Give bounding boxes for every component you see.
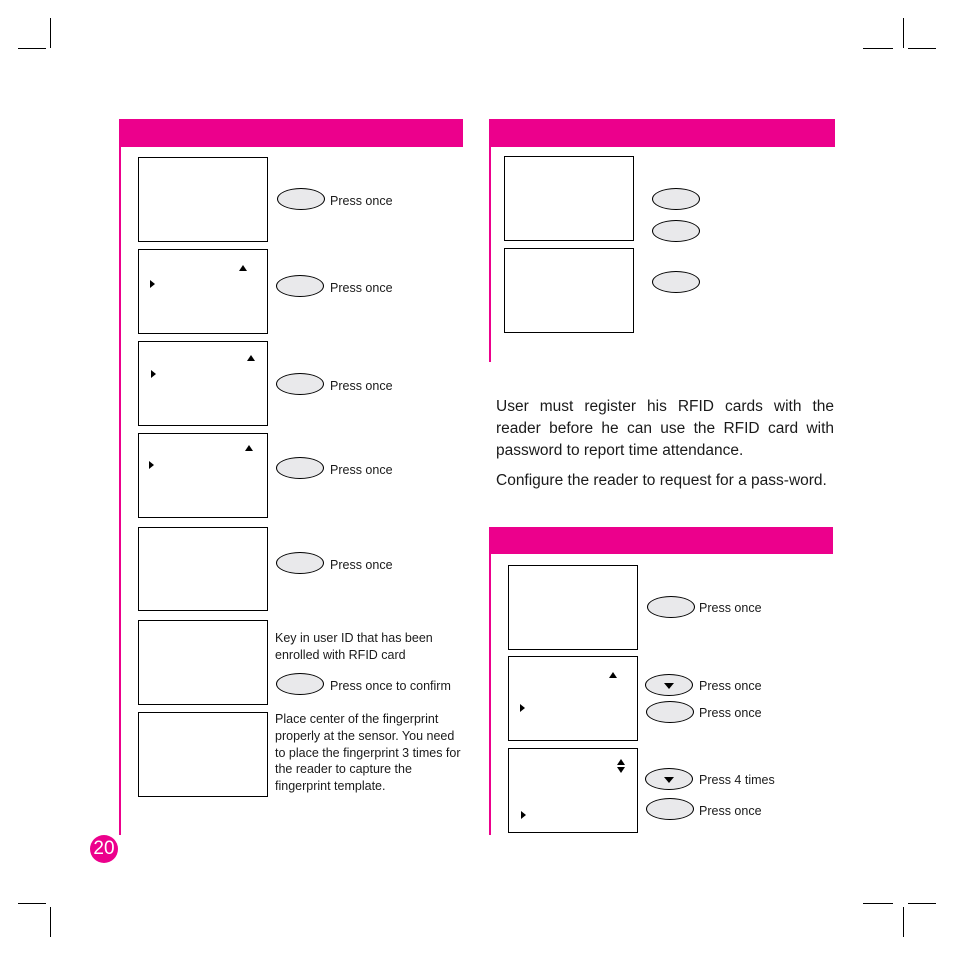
lcd-screen — [138, 157, 268, 242]
crop-mark — [50, 907, 51, 937]
key-button[interactable] — [652, 188, 700, 210]
key-button[interactable] — [652, 220, 700, 242]
lcd-screen — [138, 433, 268, 518]
step-label: Press once — [330, 194, 393, 208]
menu-key[interactable] — [276, 373, 324, 395]
crop-mark — [863, 48, 893, 49]
menu-key[interactable] — [276, 275, 324, 297]
menu-key[interactable] — [276, 457, 324, 479]
crop-mark — [908, 48, 936, 49]
ok-key[interactable] — [646, 701, 694, 723]
press-4-times-label: Press 4 times — [699, 773, 775, 787]
lcd-screen — [508, 656, 638, 741]
cursor-pointer-icon — [521, 811, 526, 819]
lcd-screen — [504, 248, 634, 333]
lcd-screen — [138, 249, 268, 334]
section-side-line-left — [119, 147, 121, 835]
lcd-screen — [504, 156, 634, 241]
menu-key[interactable] — [276, 552, 324, 574]
key-in-user-id-note: Key in user ID that has been enrolled with RFID card — [275, 631, 433, 662]
section-header-band-left — [119, 119, 463, 147]
cursor-pointer-icon — [149, 461, 154, 469]
crop-mark — [903, 907, 904, 937]
crop-mark — [903, 18, 904, 48]
ok-key[interactable] — [276, 673, 324, 695]
lcd-screen — [508, 748, 638, 833]
scroll-up-icon — [239, 265, 247, 271]
step-label: Press once — [330, 281, 393, 295]
cursor-pointer-icon — [520, 704, 525, 712]
menu-key[interactable] — [647, 596, 695, 618]
scroll-up-icon — [247, 355, 255, 361]
down-arrow-key[interactable] — [645, 768, 693, 790]
step-label: Press once — [330, 463, 393, 477]
lcd-screen — [138, 527, 268, 611]
step-label: Press once — [699, 706, 762, 720]
scroll-up-icon — [245, 445, 253, 451]
step-label: Press once — [699, 601, 762, 615]
configure-paragraph: Configure the reader to request for a pass-word. — [496, 472, 827, 489]
section-side-line-right-top — [489, 147, 491, 362]
scroll-down-icon — [617, 767, 625, 773]
intro-paragraph: User must register his RFID cards with the reader before he can use the RFID card with password to report time attendance. — [496, 398, 834, 459]
crop-mark — [50, 18, 51, 48]
step-label: Press once — [699, 679, 762, 693]
page-number: 20 — [90, 835, 118, 863]
key-button[interactable] — [652, 271, 700, 293]
confirm-label: Press once to confirm — [330, 679, 451, 693]
scroll-up-icon — [617, 759, 625, 765]
scroll-up-icon — [609, 672, 617, 678]
crop-mark — [18, 48, 46, 49]
cursor-pointer-icon — [151, 370, 156, 378]
cursor-pointer-icon — [150, 280, 155, 288]
step-label: Press once — [330, 379, 393, 393]
lcd-screen — [138, 620, 268, 705]
step-label: Press once — [699, 804, 762, 818]
fingerprint-note: Place center of the fingerprint properly at the sensor. You need to place the fingerprint 3 times for the reader to capture the fingerprint template. — [275, 712, 461, 794]
menu-key[interactable] — [277, 188, 325, 210]
step-label: Press once — [330, 558, 393, 572]
ok-key[interactable] — [646, 798, 694, 820]
lcd-screen — [138, 341, 268, 426]
crop-mark — [908, 903, 936, 904]
crop-mark — [18, 903, 46, 904]
section-header-band-right-bottom — [489, 527, 833, 554]
lcd-screen — [138, 712, 268, 797]
lcd-screen — [508, 565, 638, 650]
section-side-line-right-bottom — [489, 554, 491, 835]
crop-mark — [863, 903, 893, 904]
section-header-band-right-top — [489, 119, 835, 147]
down-arrow-key[interactable] — [645, 674, 693, 696]
